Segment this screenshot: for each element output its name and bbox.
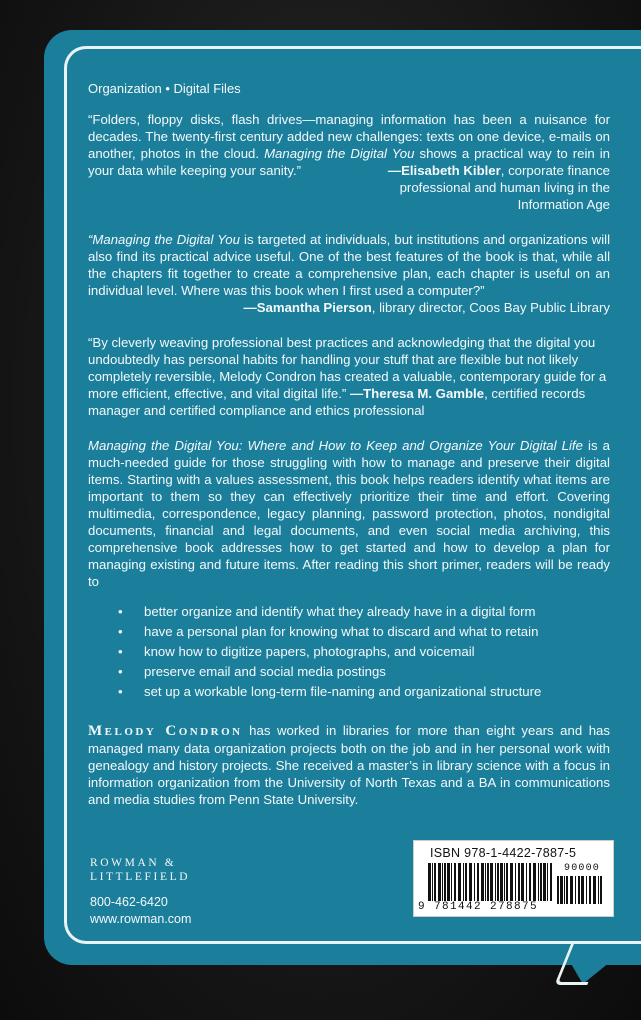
blurb-2-quote: is targeted at individuals, but institutions and organizations will also find its practical advice useful. One of the best features of the book is that, while all the chapters fit together to create a comprehensive plan, each chapter is useful on an individual level. Where was this book when I first used a computer?” bbox=[88, 232, 610, 298]
barcode-bar bbox=[447, 863, 450, 901]
barcode-bar bbox=[442, 863, 443, 901]
barcode-bar bbox=[463, 863, 464, 901]
barcode-bar bbox=[481, 863, 484, 901]
book-description bbox=[88, 437, 610, 590]
barcode-bar bbox=[593, 876, 596, 904]
barcode-bar bbox=[560, 876, 563, 904]
list-item: • preserve email and social media postings bbox=[118, 663, 610, 680]
barcode-bar bbox=[458, 863, 461, 901]
barcode-bar bbox=[578, 876, 580, 904]
barcode-bar bbox=[504, 863, 505, 901]
barcode-bar bbox=[477, 863, 479, 901]
benefits-list bbox=[88, 603, 610, 700]
barcode-bar bbox=[490, 863, 493, 901]
barcode-bar bbox=[495, 863, 496, 901]
barcode-bar bbox=[521, 863, 524, 901]
author-bio bbox=[88, 722, 610, 808]
barcode-bar bbox=[598, 876, 599, 904]
barcode-bar bbox=[506, 863, 508, 901]
list-item: • set up a workable long-term file-naming and organizational structure bbox=[118, 683, 610, 700]
barcode-bar bbox=[533, 863, 536, 901]
barcode-bar bbox=[564, 876, 565, 904]
barcode-bar bbox=[497, 863, 499, 901]
barcode-bar bbox=[538, 863, 539, 901]
barcode-bar bbox=[487, 863, 489, 901]
barcode-bar bbox=[444, 863, 446, 901]
barcode-bar bbox=[432, 863, 433, 901]
barcode-bar bbox=[451, 863, 452, 901]
blurb-1-name: —Elisabeth Kibler bbox=[387, 163, 501, 178]
barcode-bar bbox=[500, 863, 503, 901]
barcode-bar bbox=[518, 863, 520, 901]
barcode-bar bbox=[485, 863, 486, 901]
price-code: 90000 bbox=[564, 863, 601, 874]
barcode-bar bbox=[543, 863, 546, 901]
blurb-2-role: , library director, Coos Bay Public Library bbox=[371, 300, 610, 315]
barcode-bar bbox=[454, 863, 456, 901]
barcode-bar bbox=[515, 863, 516, 901]
book-title: Managing the Digital You: Where and How to Keep and Organize Your Digital Life bbox=[88, 438, 583, 453]
blurb-1-quote-end: shows a practical way to rein in your data while keeping your sanity.” bbox=[88, 146, 611, 178]
barcode-bar bbox=[589, 876, 591, 904]
barcode-bar bbox=[581, 876, 584, 904]
barcode-bar bbox=[540, 863, 542, 901]
barcode-bar bbox=[469, 863, 472, 901]
blurb-2-name: —Samantha Pierson bbox=[243, 300, 372, 315]
blurb-2 bbox=[88, 231, 610, 316]
barcode-bar bbox=[526, 863, 527, 901]
blurb-3-role: , certified records manager and certified compliance and ethics professional bbox=[88, 386, 586, 418]
price-barcode bbox=[557, 876, 603, 904]
barcode-bar bbox=[566, 876, 568, 904]
list-item: • have a personal plan for knowing what to discard and what to retain bbox=[118, 623, 610, 640]
description-text: is a much-needed guide for those struggling with how to manage and preserve their digital items. Starting with a values assessment, this book helps readers identify what items are important to them so they can effectively prioritize their time and effort. Covering multimedia, correspondence, legacy planning, password protection, photos, nondigital documents, financial and legal documents, and even social media archiving, this comprehensive book addresses how to get started and how to develop a plan for managing existing and future items. After reading this short primer, readers will be ready to bbox=[88, 438, 610, 589]
publisher-logo bbox=[90, 856, 191, 884]
category-label: Organization • Digital Files bbox=[88, 81, 241, 96]
barcode-bar bbox=[570, 876, 573, 904]
barcode-bar bbox=[547, 863, 548, 901]
back-cover-text bbox=[88, 80, 610, 821]
publisher-contact bbox=[90, 894, 191, 928]
blurb-3 bbox=[88, 334, 610, 419]
publisher-block bbox=[90, 856, 191, 928]
publisher-phone: 800-462-6420 bbox=[90, 895, 168, 909]
barcode-bar bbox=[434, 863, 436, 901]
barcode-bar bbox=[465, 863, 467, 901]
author-bio-text: has worked in libraries for more than eight years and has managed many data organization projects both on the job and in her personal work with genealogy and history projects. She received a master’s in library science with a focus in information organization from the University of North Texas and a BA in communications and media studies from Penn State University. bbox=[88, 723, 610, 808]
barcode-bar bbox=[575, 876, 576, 904]
publisher-logo-line2: LITTLEFIELD bbox=[90, 871, 191, 883]
isbn-number: ISBN 978-1-4422-7887-5 bbox=[430, 846, 577, 860]
barcode-bar bbox=[529, 863, 531, 901]
list-item: • better organize and identify what they already have in a digital form bbox=[118, 603, 610, 620]
barcode-bar bbox=[438, 863, 441, 901]
barcode-bar bbox=[428, 863, 431, 901]
barcode-bar bbox=[510, 863, 513, 901]
ean-digits: 9 781442 278875 bbox=[418, 901, 539, 913]
author-name: Melody Condron bbox=[88, 723, 243, 740]
blurb-3-name: —Theresa M. Gamble bbox=[349, 386, 485, 401]
list-item: • know how to digitize papers, photographs, and voicemail bbox=[118, 643, 610, 660]
blurb-1-role: , corporate finance professional and human living in the Information Age bbox=[399, 163, 610, 212]
blurb-2-title: “Managing the Digital You bbox=[88, 232, 240, 247]
barcode-bar bbox=[474, 863, 475, 901]
ean-barcode bbox=[428, 863, 554, 901]
blurb-3-quote: “By cleverly weaving professional best practices and acknowledging that the digital you undoubtedly has personal habits for handling your stuff that are flexible but not likely completely reversible, Melody Condron has created a valuable, contemporary guide for a more efficient, effective, and vital digital life.” bbox=[88, 335, 607, 401]
barcode-bar bbox=[557, 876, 559, 904]
barcode-bar bbox=[550, 863, 552, 901]
barcode-bar bbox=[600, 876, 602, 904]
publisher-website: www.rowman.com bbox=[90, 912, 192, 926]
barcode-label bbox=[413, 840, 614, 917]
blurb-1 bbox=[88, 111, 610, 213]
publisher-logo-line1: ROWMAN & bbox=[90, 857, 177, 869]
barcode-bar bbox=[586, 876, 587, 904]
blurb-1-quote: “Folders, floppy disks, flash drives—managing information has been a nuisance for decades. The twenty-first century added new challenges: texts on one device, e-mails on another, photos in the cloud. bbox=[88, 112, 610, 161]
blurb-1-title: Managing the Digital You bbox=[264, 146, 415, 161]
